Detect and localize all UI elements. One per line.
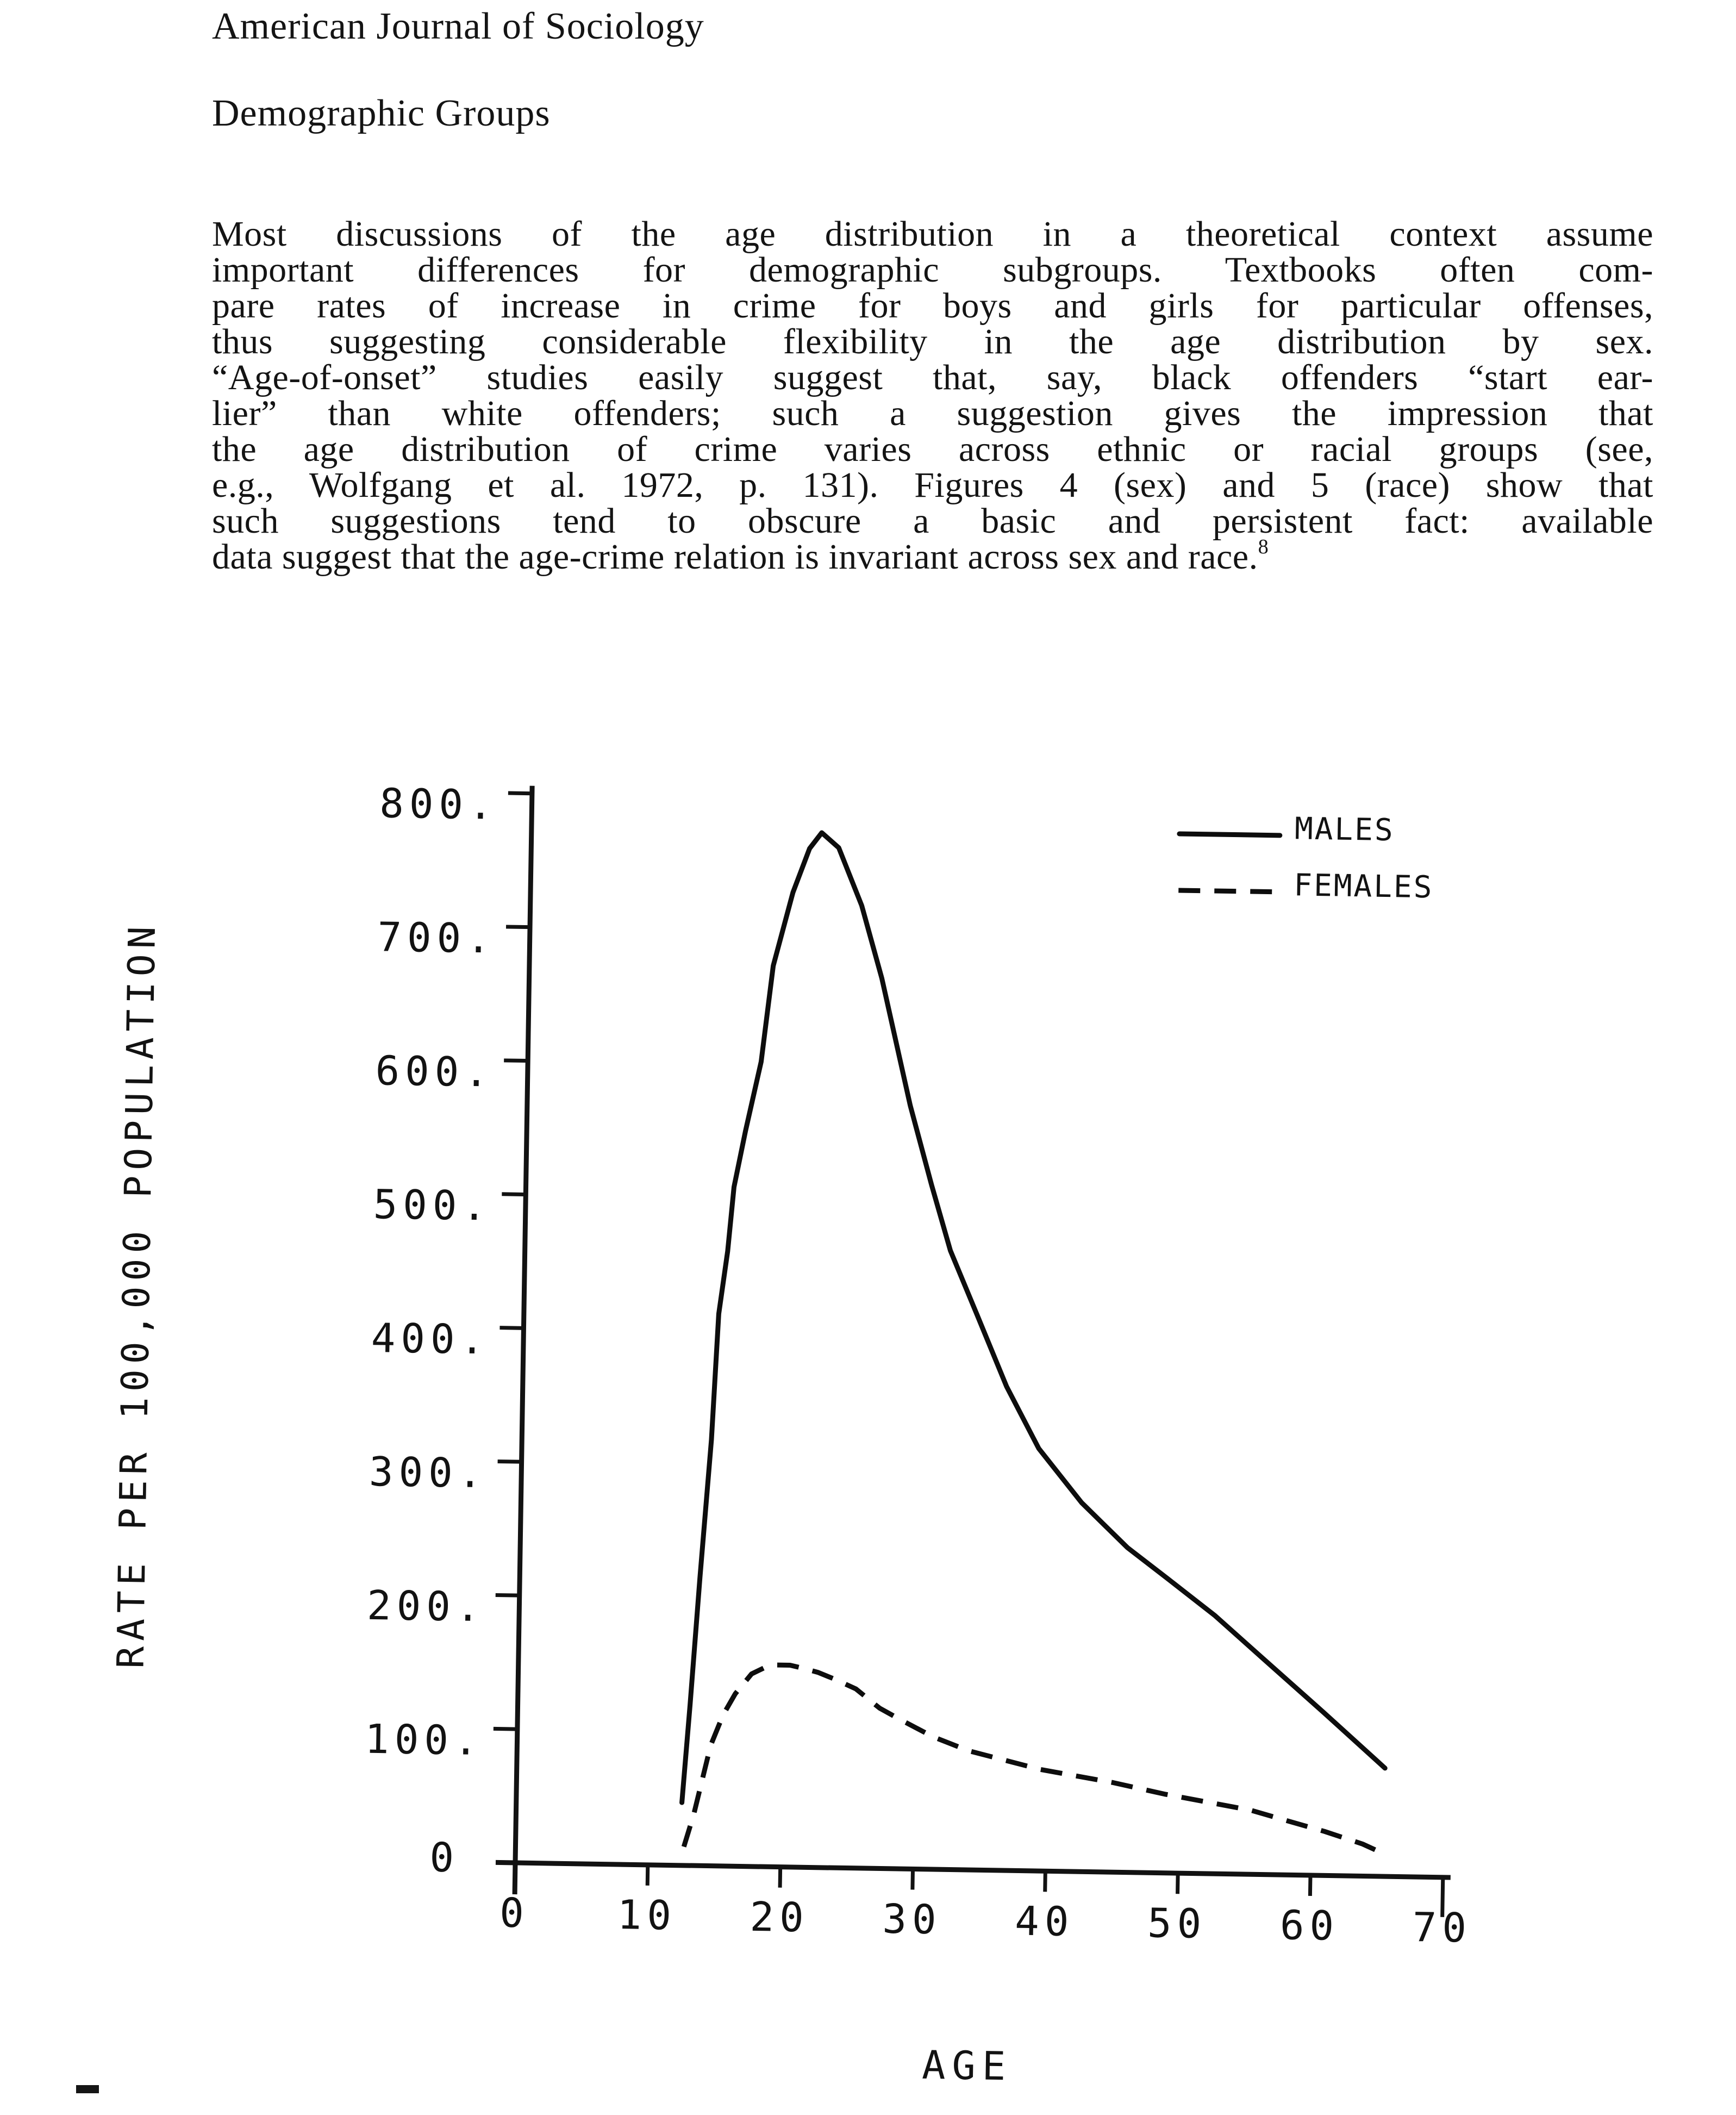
x-axis-line xyxy=(496,1862,1451,1877)
y-tick-label: 0 xyxy=(429,1834,460,1882)
x-tick xyxy=(1045,1871,1046,1892)
legend-females-swatch xyxy=(1178,890,1279,892)
paragraph-line: pare rates of increase in crime for boys and girls for particular offenses, xyxy=(212,286,1653,326)
paragraph-line: data suggest that the age-crime relation is invariant across sex and race.$^8$ xyxy=(212,535,1269,577)
legend-males-label: MALES xyxy=(1294,811,1395,849)
x-axis-title: AGE xyxy=(921,2042,1013,2089)
paragraph-line: the age distribution of crime varies across ethnic or racial groups (see, xyxy=(212,429,1653,469)
x-tick xyxy=(647,1865,648,1886)
section-heading: Demographic Groups xyxy=(212,92,551,134)
legend-males-swatch xyxy=(1179,834,1280,835)
body-paragraph xyxy=(212,216,1653,575)
x-tick-label: 20 xyxy=(749,1893,810,1942)
x-tick-label: 0 xyxy=(499,1889,530,1937)
legend-females-label: FEMALES xyxy=(1293,868,1434,906)
y-tick xyxy=(504,1060,528,1061)
series-females-line xyxy=(684,1664,1387,1858)
chart-canvas xyxy=(0,753,1736,2112)
age-crime-chart xyxy=(0,753,1736,2112)
y-tick xyxy=(508,793,532,794)
footnote-marker: 8 xyxy=(1258,535,1269,558)
paragraph-line: e.g., Wolfgang et al. 1972, p. 131). Figures 4 (sex) and 5 (race) show that xyxy=(212,465,1653,505)
y-tick-label: 700. xyxy=(377,914,497,963)
y-axis-title: RATE PER 100,000 POPULATION xyxy=(109,920,165,1669)
y-tick-label: 800. xyxy=(379,780,499,829)
paragraph-line: such suggestions tend to obscure a basic and persistent fact: available xyxy=(212,501,1653,541)
y-tick xyxy=(502,1194,526,1195)
y-tick-label: 200. xyxy=(366,1582,486,1631)
paragraph-line: important differences for demographic subgroups. Textbooks often com- xyxy=(212,250,1653,290)
paragraph-line: lier” than white offenders; such a suggestion gives the impression that xyxy=(212,394,1653,433)
paragraph-line: Most discussions of the age distribution in a theoretical context assume xyxy=(212,214,1653,254)
y-tick-label: 400. xyxy=(371,1314,490,1364)
paragraph-line: thus suggesting considerable flexibility in the age distribution by sex. xyxy=(212,322,1653,361)
y-tick-label: 300. xyxy=(369,1448,488,1498)
x-tick-label: 40 xyxy=(1014,1898,1075,1946)
x-tick-label: 50 xyxy=(1147,1900,1207,1948)
x-tick-label: 10 xyxy=(617,1891,677,1939)
journal-header: American Journal of Sociology xyxy=(212,5,704,47)
x-tick-label: 30 xyxy=(882,1895,942,1944)
y-tick-label: 500. xyxy=(373,1181,492,1230)
x-tick-label: 70 xyxy=(1412,1904,1472,1952)
y-tick-label: 100. xyxy=(364,1715,484,1765)
paragraph-line: “Age-of-onset” studies easily suggest that, say, black offenders “start ear- xyxy=(212,358,1653,397)
y-tick-label: 600. xyxy=(374,1047,495,1096)
x-tick-label: 60 xyxy=(1279,1902,1340,1950)
cut-off-caption-mark xyxy=(76,2085,99,2093)
